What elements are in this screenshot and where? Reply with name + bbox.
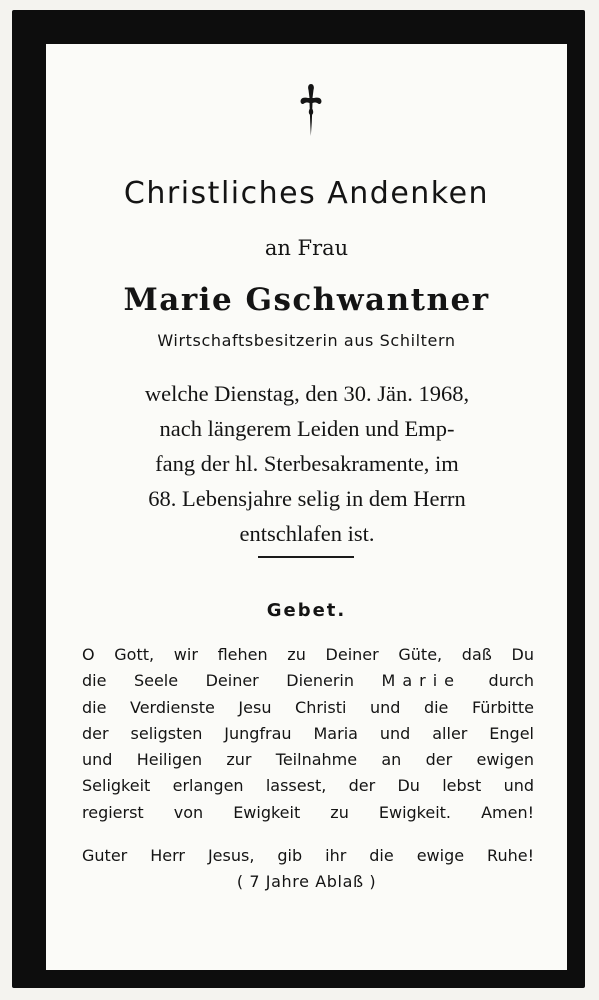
deceased-occupation: Wirtschaftsbesitzerin aus Schiltern xyxy=(157,331,456,350)
prayer-line: Seligkeit erlangen lassest, der Du lebst und xyxy=(82,776,534,796)
card-heading: Christliches Andenken xyxy=(123,176,490,211)
deceased-name: Marie Gschwantner xyxy=(123,282,490,318)
announcement-line: 68. Lebensjahre selig in dem Herrn xyxy=(148,486,466,511)
death-announcement xyxy=(76,376,538,551)
prayer-text xyxy=(82,642,534,826)
announcement-line: welche Dienstag, den 30. Jän. 1968, xyxy=(144,381,470,406)
mourning-border xyxy=(12,10,585,988)
ornamental-cross-icon xyxy=(298,82,324,138)
eternal-rest-prayer: Guter Herr Jesus, gib ihr die ewige Ruhe! xyxy=(82,846,534,865)
prayer-line-part: durch xyxy=(488,671,535,691)
prayer-line: O Gott, wir flehen zu Deiner Güte, daß Du xyxy=(82,645,534,664)
announcement-line: nach längerem Leiden und Emp- xyxy=(159,416,455,441)
announcement-line: fang der hl. Sterbesakramente, im xyxy=(155,451,459,476)
prayer-line: und Heiligen zur Teilnahme an der ewigen xyxy=(82,750,534,770)
prayer-line: die Verdienste Jesu Christi und die Fürbitte xyxy=(82,697,534,717)
announcement-line: entschlafen ist. xyxy=(239,521,375,546)
memorial-card xyxy=(46,44,567,970)
spaced-name: Marie xyxy=(381,671,462,691)
prayer-title: Gebet. xyxy=(266,600,347,621)
prayer-line: regierst von Ewigkeit zu Ewigkeit. Amen! xyxy=(82,802,534,822)
prayer-line: der seligsten Jungfrau Maria und aller Engel xyxy=(82,723,534,743)
prayer-line xyxy=(82,668,534,694)
divider xyxy=(258,556,354,558)
salutation: an Frau xyxy=(264,236,349,260)
indulgence-note: ( 7 Jahre Ablaß ) xyxy=(236,872,377,891)
prayer-line-part: die Seele Deiner Dienerin xyxy=(82,671,355,691)
